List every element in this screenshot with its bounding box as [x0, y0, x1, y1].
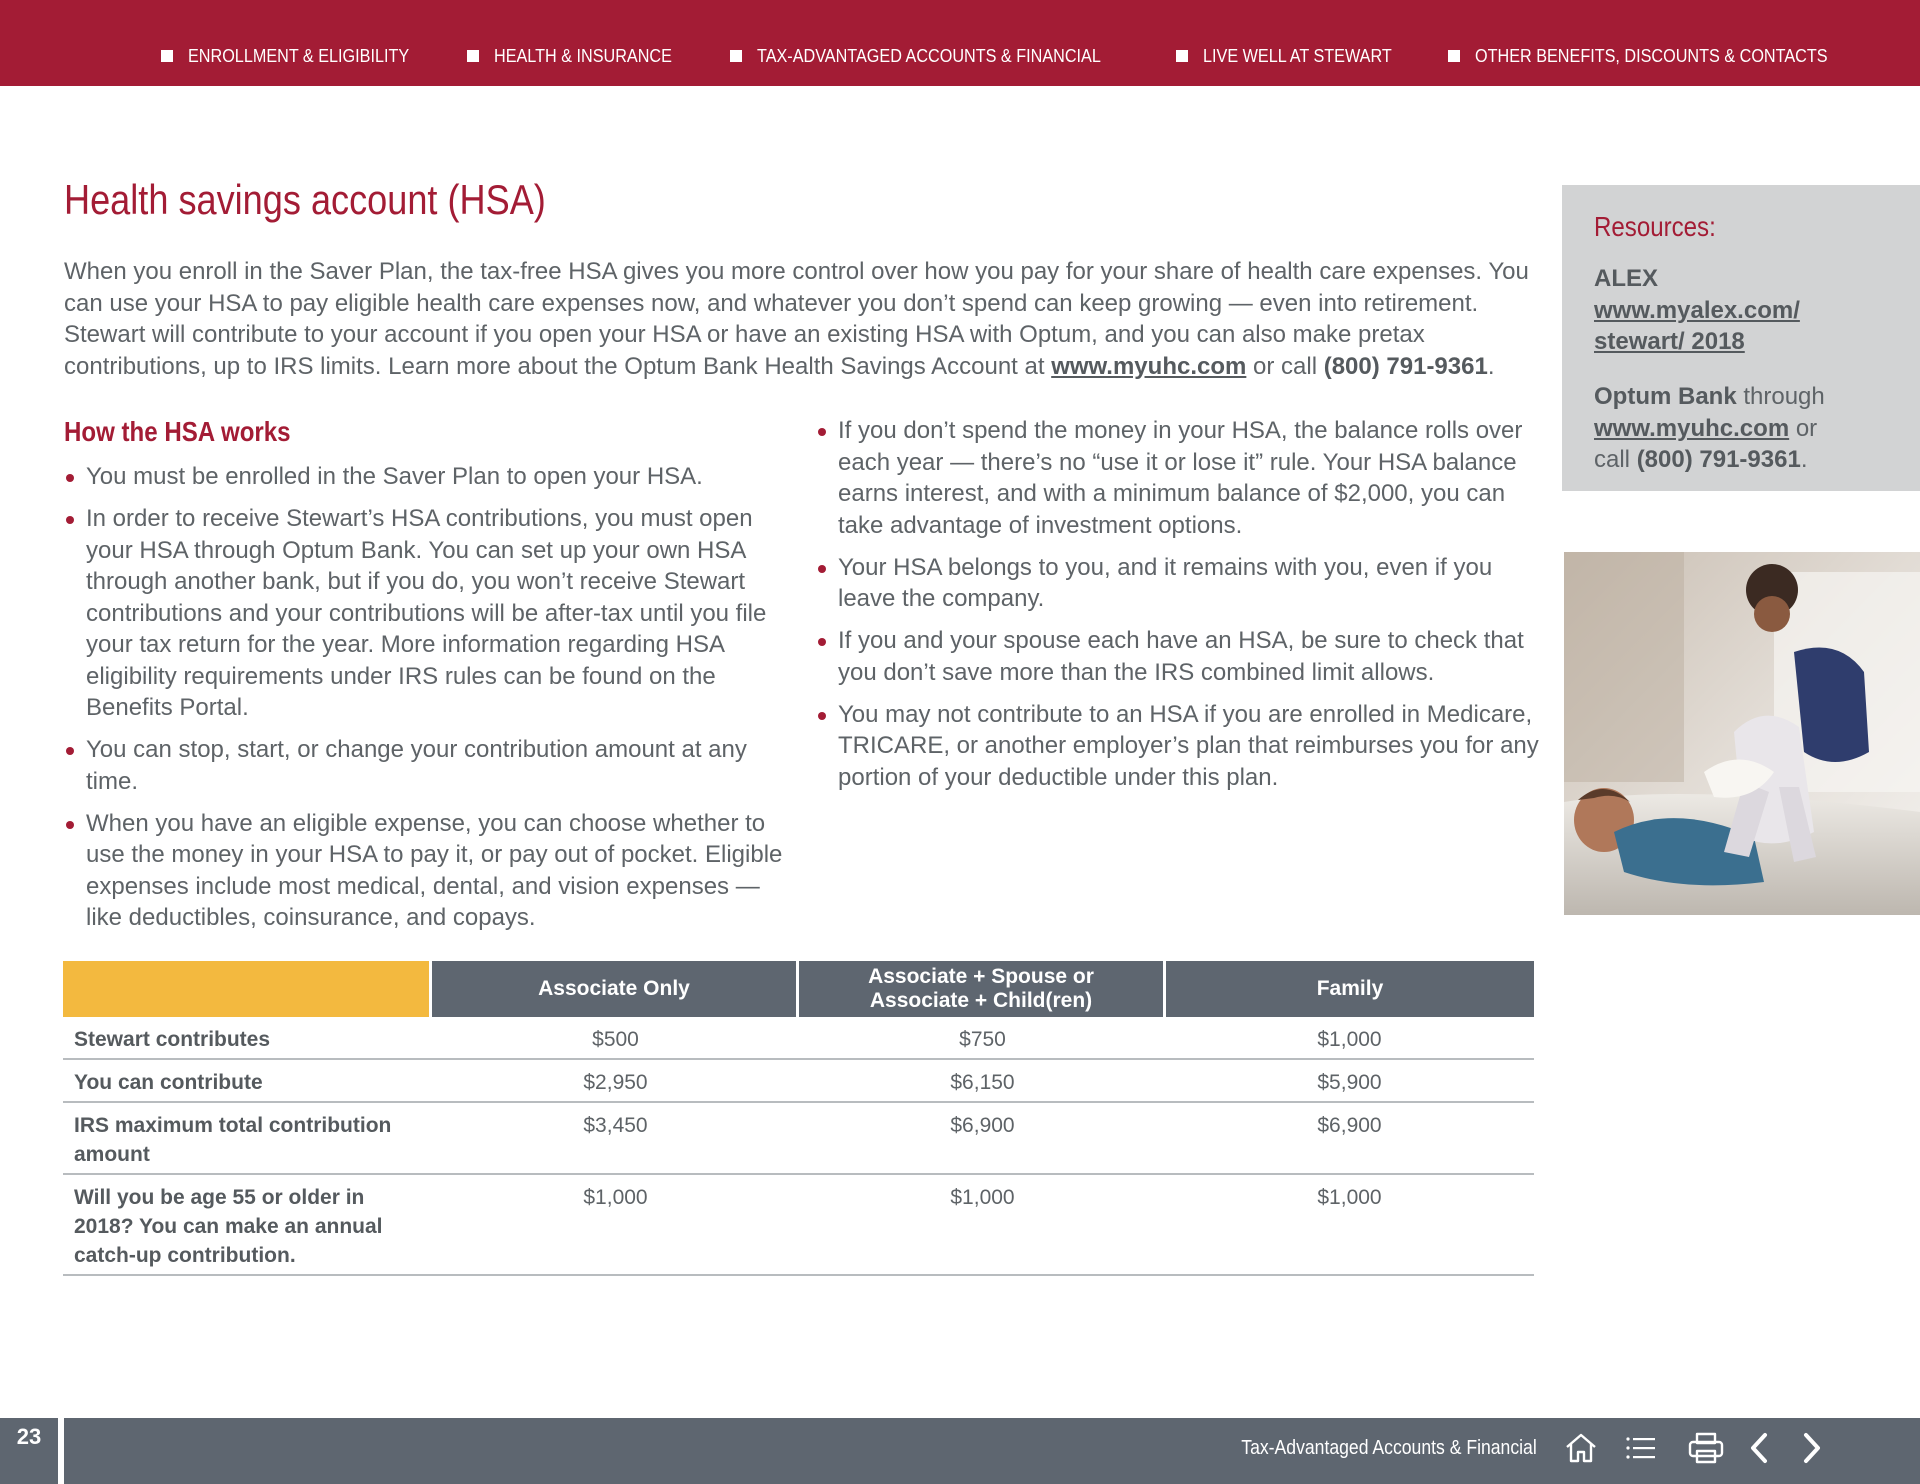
- row-label: IRS maximum total contribution amount: [74, 1114, 392, 1166]
- nav-item-label: HEALTH & INSURANCE: [494, 45, 672, 66]
- list-item: You can stop, start, or change your contribution amount at any time.: [64, 734, 784, 797]
- cell-value: $750: [959, 1028, 1006, 1051]
- row-label: Will you be age 55 or older in 2018? You can make an annual catch-up contribution.: [74, 1186, 383, 1267]
- optum-through: through: [1736, 383, 1825, 410]
- myalex-link[interactable]: www.myalex.com/ stewart/ 2018: [1594, 296, 1800, 355]
- optum-or: or: [1789, 414, 1818, 442]
- cell-value: $1,000: [1317, 1028, 1382, 1051]
- home-icon[interactable]: [1561, 1428, 1601, 1468]
- cell-value: $2,950: [583, 1071, 648, 1094]
- table-header-associate-plus: [799, 961, 1163, 1017]
- nav-item-label: OTHER BENEFITS, DISCOUNTS & CONTACTS: [1475, 45, 1828, 66]
- square-bullet-icon: [161, 50, 173, 62]
- resources-box: [1562, 185, 1920, 491]
- cell-value: $500: [592, 1028, 639, 1051]
- chevron-right-icon[interactable]: [1791, 1428, 1831, 1468]
- page-number: 23: [16, 1424, 42, 1449]
- table-header-row: [63, 961, 1534, 1017]
- square-bullet-icon: [1448, 50, 1460, 62]
- cell-value: $3,450: [583, 1114, 648, 1137]
- list-item: You may not contribute to an HSA if you are enrolled in Medicare, TRICARE, or another employer’s plan that reimburses you for any portion of your deductible under this plan.: [816, 699, 1546, 794]
- nav-item-live-well[interactable]: [1176, 45, 1413, 67]
- list-item: Your HSA belongs to you, and it remains with you, even if you leave the company.: [816, 552, 1546, 615]
- intro-phone: (800) 791-9361: [1323, 352, 1488, 380]
- cell-value: $6,900: [950, 1114, 1015, 1137]
- cell-value: $5,900: [1317, 1071, 1382, 1094]
- optum-phone: (800) 791-9361: [1636, 446, 1801, 473]
- row-label: Stewart contributes: [74, 1028, 271, 1051]
- table-header-family: Family: [1166, 961, 1534, 1017]
- nav-item-label: TAX-ADVANTAGED ACCOUNTS & FINANCIAL: [757, 45, 1101, 66]
- alex-name: ALEX: [1594, 265, 1659, 292]
- cell-value: $6,150: [950, 1071, 1015, 1094]
- square-bullet-icon: [467, 50, 479, 62]
- intro-or-call: or call: [1246, 352, 1324, 380]
- page-title: Health savings account (HSA): [64, 176, 546, 223]
- list-item: If you don’t spend the money in your HSA, the balance rolls over each year — there’s no “use it or lose it” rule. Your HSA balance earns interest, and with a minimum balance of $2,000, you can take advantage of investment options.: [816, 415, 1546, 541]
- table-header-label: Associate + Spouse or Associate + Child(ren): [868, 965, 1094, 1012]
- nav-item-health[interactable]: [467, 45, 692, 67]
- list-item: In order to receive Stewart’s HSA contributions, you must open your HSA through Optum Bank. You can set up your own HSA through another bank, but if you do, you won’t receive Stewart contributions and your contributions will be after-tax until you file your tax return for the year. More information regarding HSA eligibility requirements under IRS rules can be found on the Benefits Portal.: [64, 503, 784, 724]
- intro-text: When you enroll in the Saver Plan, the tax-free HSA gives you more control over how you pay for your share of health care expenses. You can use your HSA to pay eligible health care expenses now, and whatever you don’t spend can keep growing — even into retirement. Stewart will contribute to your account if you open your HSA or have an existing HSA with Optum, and you can also make pretax contributions, up to IRS limits. Learn more about the Optum Bank Health Savings Account at: [64, 258, 1529, 380]
- nav-item-tax-advantaged[interactable]: [730, 45, 1139, 67]
- nav-item-other-benefits[interactable]: [1448, 45, 1867, 67]
- resource-optum: [1594, 381, 1914, 476]
- cell-value: $1,000: [1317, 1186, 1382, 1209]
- square-bullet-icon: [1176, 50, 1188, 62]
- cell-value: $1,000: [583, 1186, 648, 1209]
- optum-name: Optum Bank: [1594, 383, 1737, 410]
- table-header-associate-only: Associate Only: [432, 961, 796, 1017]
- contribution-table: [63, 961, 1534, 1276]
- optum-end: .: [1800, 446, 1808, 473]
- nav-item-label: LIVE WELL AT STEWART: [1203, 45, 1392, 66]
- table-row: [63, 1175, 1534, 1276]
- menu-list-icon[interactable]: [1621, 1428, 1661, 1468]
- nav-item-enrollment[interactable]: [161, 45, 434, 67]
- bullet-list-left: [64, 461, 784, 944]
- cell-value: $1,000: [950, 1186, 1015, 1209]
- list-item: You must be enrolled in the Saver Plan to open your HSA.: [64, 461, 784, 493]
- square-bullet-icon: [730, 50, 742, 62]
- intro-end: .: [1487, 352, 1495, 380]
- section-subtitle: How the HSA works: [64, 416, 291, 447]
- resource-alex: [1594, 263, 1914, 358]
- table-row: [63, 1060, 1534, 1103]
- table-header-blank: [63, 961, 429, 1017]
- family-photo: [1564, 552, 1920, 915]
- myuhc-link[interactable]: www.myuhc.com: [1051, 352, 1247, 380]
- optum-link[interactable]: www.myuhc.com: [1594, 414, 1790, 442]
- resources-title: Resources:: [1594, 211, 1716, 242]
- intro-paragraph: [64, 256, 1544, 382]
- nav-item-label: ENROLLMENT & ELIGIBILITY: [188, 45, 410, 66]
- optum-call: call: [1594, 446, 1637, 473]
- list-item: When you have an eligible expense, you can choose whether to use the money in your HSA to pay it, or pay out of pocket. Eligible expenses include most medical, dental, and vision expenses — like deductibles, coinsurance, and copays.: [64, 808, 784, 934]
- bullet-list-right: [816, 415, 1546, 804]
- list-item: If you and your spouse each have an HSA, be sure to check that you don’t save more than the IRS combined limit allows.: [816, 625, 1546, 688]
- row-label: You can contribute: [74, 1071, 263, 1094]
- table-row: [63, 1103, 1534, 1175]
- chevron-left-icon[interactable]: [1740, 1428, 1780, 1468]
- footer-section-title: Tax-Advantaged Accounts & Financial: [1241, 1437, 1537, 1459]
- table-row: [63, 1017, 1534, 1060]
- print-icon[interactable]: [1686, 1428, 1726, 1468]
- top-navigation-bar: [0, 0, 1920, 86]
- cell-value: $6,900: [1317, 1114, 1382, 1137]
